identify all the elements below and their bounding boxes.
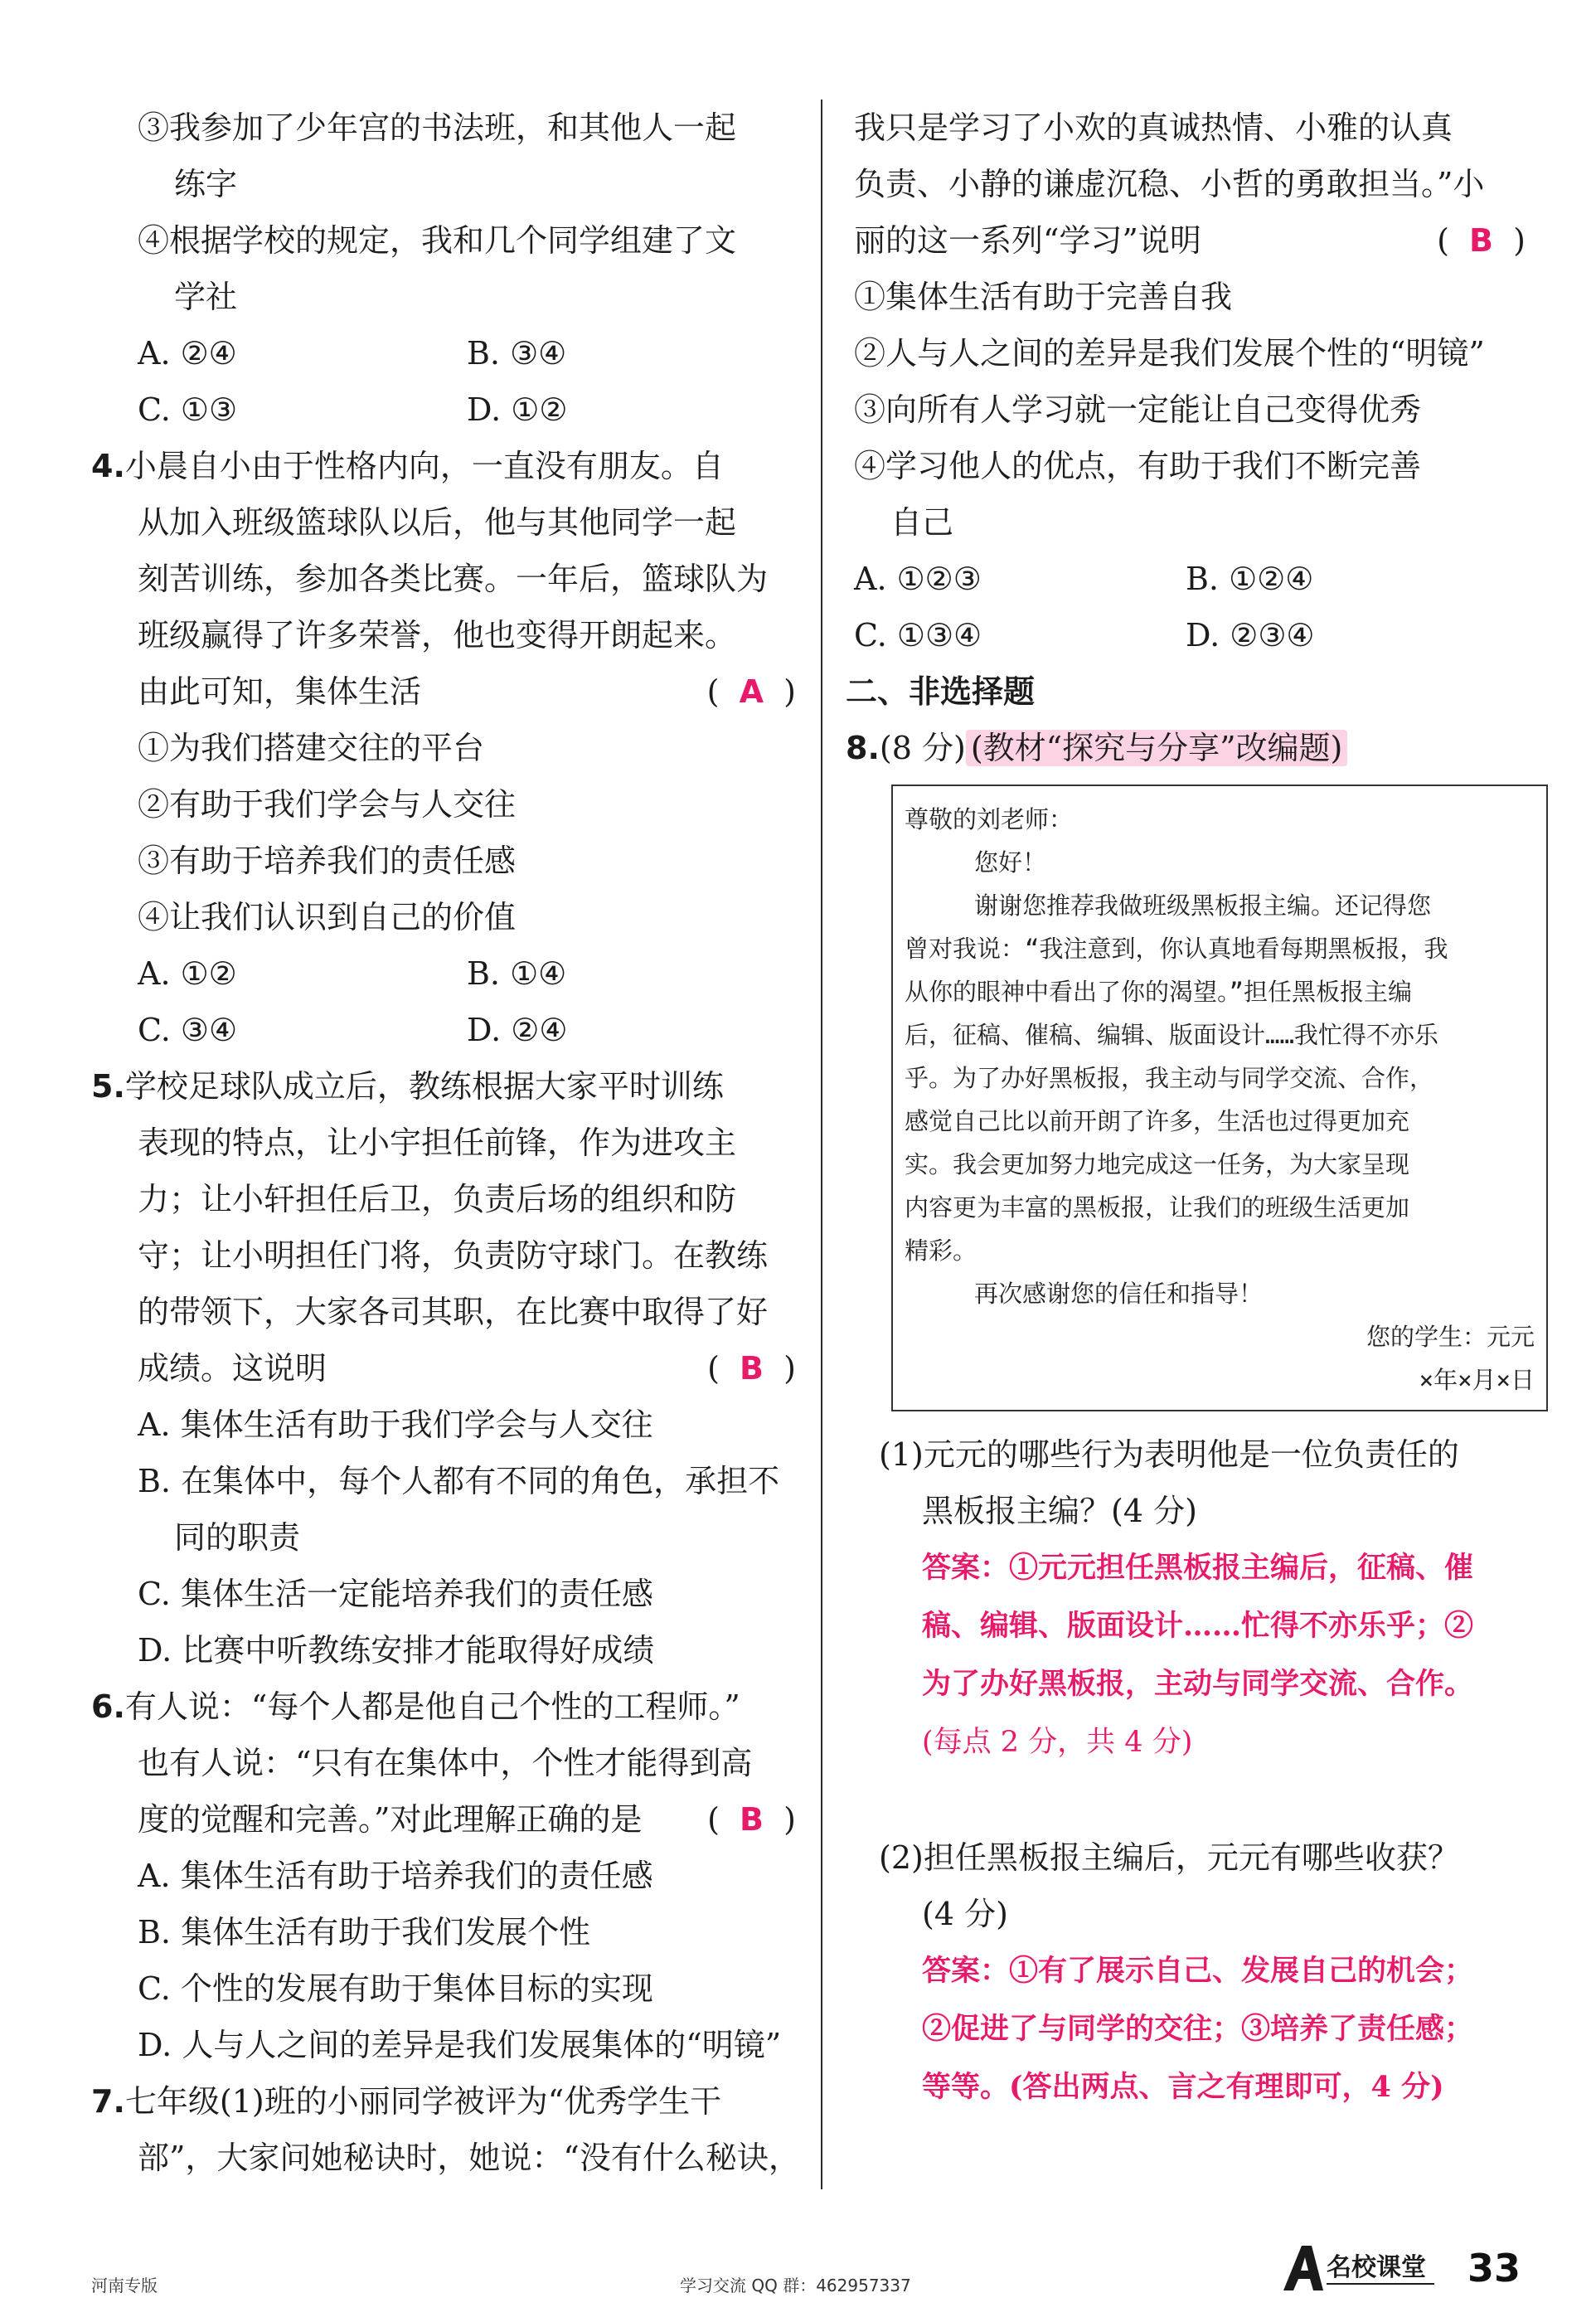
q5-option-c: C. 集体生活一定能培养我们的责任感 (138, 1576, 653, 1612)
right-column (846, 100, 1535, 2116)
q8-answer1-line-1: 答案：①元元担任黑板报主编后，征稿、催 (922, 1551, 1474, 1585)
q8-answer2-line-3: 等等。(答出两点、言之有理即可，4 分) (922, 2070, 1444, 2104)
q7-option-b: B. ①②④ (1186, 561, 1314, 597)
q5-option-a: A. 集体生活有助于我们学会与人交往 (138, 1406, 653, 1443)
footer-qq-group: 学习交流 QQ 群：462957337 (680, 2276, 911, 2295)
q5-number: 5. (91, 1068, 125, 1105)
q8-sub2-line-2: (4 分) (922, 1896, 1008, 1932)
q8-answer1-line-3: 为了办好黑板报，主动与同学交流、合作。 (922, 1667, 1474, 1701)
letter-line: 曾对我说：“我注意到，你认真地看每期黑板报，我 (905, 935, 1448, 963)
q5-stem-line-4: 守；让小明担任门将，负责防守球门。在教练 (138, 1237, 769, 1274)
q7-stem-line-2: 部”，大家问她秘诀时，她说：“没有什么秘诀， (138, 2140, 800, 2176)
q6-option-a: A. 集体生活有助于培养我们的责任感 (138, 1858, 653, 1894)
letter-line: 乎。为了办好黑板报，我主动与同学交流、合作， (905, 1064, 1434, 1092)
q7-options-row-2 (854, 607, 1526, 663)
q7-item-1: ①集体生活有助于完善自我 (854, 279, 1233, 315)
q7-answer-bracket: ( B ) (1437, 222, 1526, 259)
brand-logo-text: 名校课堂 (1327, 2253, 1426, 2282)
letter-line: 从你的眼神中看出了你的渴望。”担任黑板报主编 (905, 978, 1412, 1006)
q6-number: 6. (91, 1688, 125, 1725)
q5-stem-line-3: 力；让小轩担任后卫，负责后场的组织和防 (138, 1181, 737, 1217)
q6-answer: B (740, 1801, 764, 1838)
q4-option-a: A. ①② (138, 955, 237, 992)
q3-option-c: C. ①③ (138, 391, 238, 428)
brand-logo-icon (1277, 2239, 1443, 2297)
q5-stem-line-1: 5.学校足球队成立后，教练根据大家平时训练 (91, 1068, 724, 1105)
q8-sub1-line-1: (1)元元的哪些行为表明他是一位负责任的 (879, 1436, 1459, 1473)
letter-line: 精彩。 (905, 1236, 977, 1265)
left-column (91, 100, 800, 2186)
q3-options-row-2 (91, 381, 796, 438)
q3-option-b: B. ③④ (467, 335, 567, 372)
q5-option-b-cont: 同的职责 (174, 1519, 301, 1556)
q7-option-d: D. ②③④ (1186, 617, 1315, 653)
q3-item-3: ③我参加了少年宫的书法班，和其他人一起 (138, 109, 737, 146)
q8-header (846, 720, 1526, 776)
q5-answer-bracket: ( B ) (707, 1350, 796, 1387)
q6-answer-bracket: ( B ) (707, 1801, 796, 1838)
q5-stem-line-2: 表现的特点，让小宇担任前锋，作为进攻主 (138, 1125, 737, 1161)
q7-options-row-1 (854, 551, 1526, 607)
q3-option-a: A. ②④ (138, 335, 237, 372)
q3-item-4-cont: 学社 (174, 279, 238, 315)
letter-line: 后，征稿、催稿、编辑、版面设计……我忙得不亦乐 (905, 1021, 1438, 1049)
q8-sub2-line-1: (2)担任黑板报主编后，元元有哪些收获？ (879, 1839, 1459, 1876)
q8-source-highlight: (教材“探究与分享”改编题) (966, 730, 1348, 766)
q5-stem-line-5: 的带领下，大家各司其职，在比赛中取得了好 (138, 1294, 769, 1330)
q4-answer: A (739, 673, 764, 710)
q6-option-b: B. 集体生活有助于我们发展个性 (138, 1914, 591, 1950)
q6-stem-line-2: 也有人说：“只有在集体中，个性才能得到高 (138, 1745, 753, 1781)
q4-option-d: D. ②④ (467, 1012, 568, 1048)
q8-sub1-line-2: 黑板报主编？(4 分) (922, 1493, 1197, 1529)
q8-answer1-scoring: (每点 2 分，共 4 分) (922, 1726, 1193, 1759)
letter-date: ×年×月×日 (1419, 1366, 1535, 1394)
brand-logo (1277, 2239, 1443, 2297)
q4-item-3: ③有助于培养我们的责任感 (138, 843, 517, 879)
letter-line: 谢谢您推荐我做班级黑板报主编。还记得您 (974, 891, 1432, 920)
q6-option-d: D. 人与人之间的差异是我们发展集体的“明镜” (138, 2027, 782, 2063)
section-title-non-choice: 二、非选择题 (846, 673, 1036, 710)
q5-option-b: B. 在集体中，每个人都有不同的角色，承担不 (138, 1463, 780, 1499)
page-number: 33 (1467, 2246, 1521, 2290)
q7-option-a: A. ①②③ (854, 561, 982, 597)
q4-stem-line-1: 4.小晨自小由于性格内向，一直没有朋友。自 (91, 448, 724, 484)
q4-number: 4. (91, 448, 125, 484)
q5-stem-line-6: 成绩。这说明 ( B ) (91, 1340, 796, 1397)
q8-number: 8. (846, 730, 880, 766)
q8-answer2-line-2: ②促进了与同学的交往；③培养了责任感； (922, 2012, 1474, 2046)
q3-item-3-cont: 练字 (174, 166, 238, 202)
q8-answer2-line-1: 答案：①有了展示自己、发展自己的机会； (922, 1954, 1474, 1988)
q4-item-1: ①为我们搭建交往的平台 (138, 730, 485, 766)
q7-stem-line-4: 负责、小静的谦虚沉稳、小哲的勇敢担当。”小 (854, 166, 1485, 202)
q8-score: (8 分) (879, 730, 966, 766)
q4-stem-line-5: 由此可知，集体生活 ( A ) (91, 663, 796, 720)
q7-item-4-cont: 自己 (890, 504, 954, 541)
q4-option-c: C. ③④ (138, 1012, 238, 1048)
column-divider (821, 100, 822, 2189)
q7-item-2: ②人与人之间的差异是我们发展个性的“明镜” (854, 335, 1485, 372)
q7-stem-line-5: 丽的这一系列“学习”说明 ( B ) (854, 212, 1526, 269)
q7-item-3: ③向所有人学习就一定能让自己变得优秀 (854, 391, 1422, 428)
q5-option-d: D. 比赛中听教练安排才能取得好成绩 (138, 1632, 655, 1669)
q6-stem-line-3: 度的觉醒和完善。”对此理解正确的是 ( B ) (91, 1791, 796, 1848)
q6-option-c: C. 个性的发展有助于集体目标的实现 (138, 1970, 653, 2007)
q4-options-row-1 (91, 945, 796, 1002)
q3-options-row-1 (91, 325, 796, 381)
q5-answer: B (740, 1350, 764, 1387)
q4-answer-bracket: ( A ) (706, 673, 796, 710)
q7-option-c: C. ①③④ (854, 617, 982, 653)
q4-options-row-2 (91, 1002, 796, 1058)
q3-option-d: D. ①② (467, 391, 568, 428)
q4-item-2: ②有助于我们学会与人交往 (138, 786, 517, 823)
letter-line: 实。我会更加努力地完成这一任务，为大家呈现 (905, 1150, 1410, 1178)
letter-greeting: 您好！ (974, 848, 1047, 877)
letter-line: 内容更为丰富的黑板报，让我们的班级生活更加 (905, 1193, 1410, 1222)
q7-answer: B (1469, 222, 1494, 259)
letter-box (891, 785, 1548, 1411)
q4-stem-line-4: 班级赢得了许多荣誉，他也变得开朗起来。 (138, 617, 737, 653)
letter-signature: 您的学生：元元 (1366, 1323, 1535, 1351)
q6-stem-line-1: 6.有人说：“每个人都是他自己个性的工程师。” (91, 1688, 740, 1725)
q7-number: 7. (91, 2083, 125, 2120)
q7-stem-line-1: 7.七年级(1)班的小丽同学被评为“优秀学生干 (91, 2083, 722, 2120)
q7-item-4: ④学习他人的优点，有助于我们不断完善 (854, 448, 1422, 484)
letter-salutation: 尊敬的刘老师： (905, 805, 1074, 833)
footer-edition: 河南专版 (91, 2276, 158, 2295)
q4-option-b: B. ①④ (467, 955, 567, 992)
letter-line: 感觉自己比以前开朗了许多，生活也过得更加充 (905, 1107, 1410, 1135)
q8-answer1-line-2: 稿、编辑、版面设计……忙得不亦乐乎；② (922, 1609, 1474, 1643)
q4-stem-line-2: 从加入班级篮球队以后，他与其他同学一起 (138, 504, 737, 541)
q4-stem-line-3: 刻苦训练，参加各类比赛。一年后，篮球队为 (138, 561, 769, 597)
letter-thanks: 再次感谢您的信任和指导！ (974, 1280, 1264, 1308)
q3-item-4: ④根据学校的规定，我和几个同学组建了文 (138, 222, 737, 259)
q7-stem-line-3: 我只是学习了小欢的真诚热情、小雅的认真 (854, 109, 1453, 146)
q4-item-4: ④让我们认识到自己的价值 (138, 899, 517, 935)
